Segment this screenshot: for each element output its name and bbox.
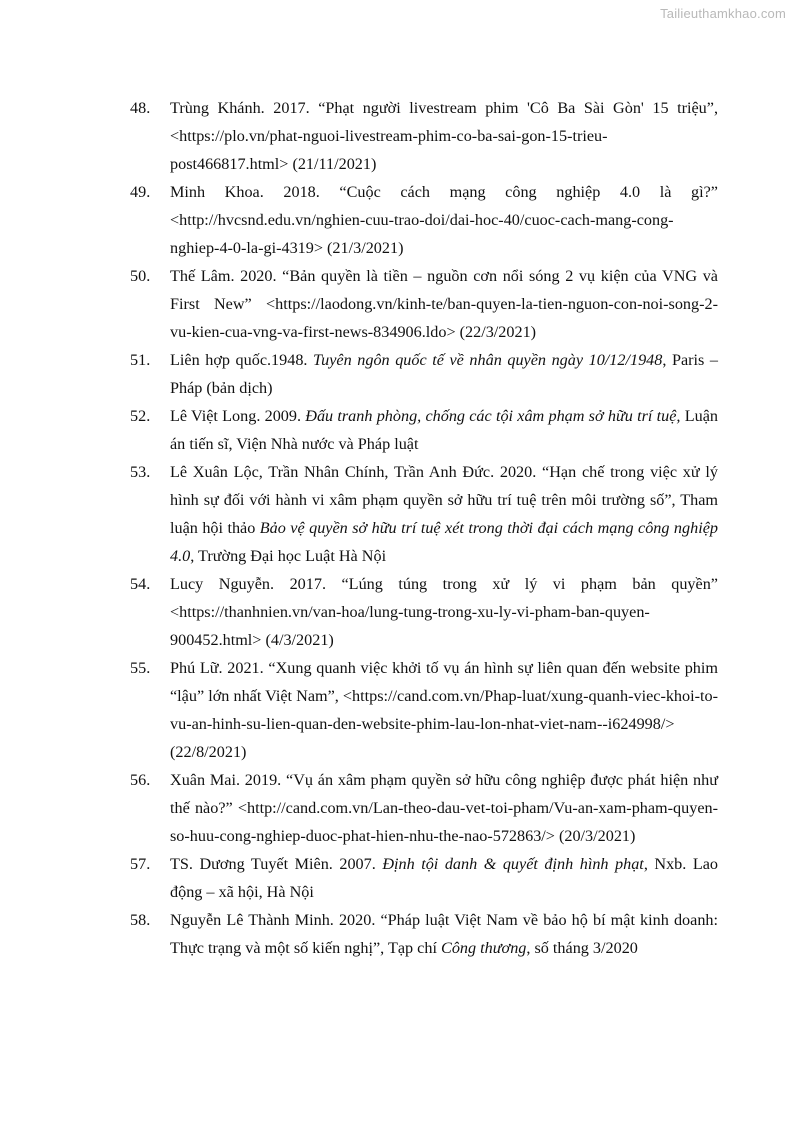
reference-text [170,850,718,906]
reference-text-part: Phú Lữ. 2021. “Xung quanh việc khởi tố vụ án hình sự liên quan đến website phim “lậu” lớn nhất Việt Nam”, <https://cand.com.vn/Phap-luat/xung-quanh-viec-khoi-to-vu-an-hinh-su-lien-quan-den-website-phim-lau-lon-nhat-viet-nam--i624998/> (22/8/2021) [170,659,718,761]
watermark-text: Tailieuthamkhao.com [660,6,786,21]
reference-text-part: Xuân Mai. 2019. “Vụ án xâm phạm quyền sở hữu công nghiệp được phát hiện như thế nào?” <http://cand.com.vn/Lan-theo-dau-vet-toi-pham/Vu-an-xam-pham-quyen-so-huu-cong-nghiep-duoc-phat-hien-nhu-the-nao-572863/> (20/3/2021) [170,771,718,845]
reference-title-italic: Định tội danh & quyết định hình phạt [382,855,644,873]
reference-text [170,570,718,654]
reference-number: 52. [130,407,151,425]
reference-item [130,458,718,570]
reference-text-part: Thế Lâm. 2020. “Bản quyền là tiền – nguồn cơn nổi sóng 2 vụ kiện của VNG và First New” <https://laodong.vn/kinh-te/ban-quyen-la-tien-nguon-con-noi-song-2-vu-kien-cua-vng-va-first-news-834906.ldo> (22/3/2021) [170,267,718,341]
reference-number: 48. [130,99,151,117]
reference-text-part: Lê Việt Long. 2009. [170,407,306,425]
reference-item [130,94,718,178]
reference-title-italic: Tuyên ngôn quốc tế về nhân quyền ngày 10/12/1948 [313,351,663,369]
reference-item [130,570,718,654]
reference-item [130,906,718,962]
reference-text-part: , Nxb. Lao động – xã hội, Hà Nội [170,855,718,901]
reference-title-italic: Đấu tranh phòng, chống các tội xâm phạm sở hữu trí tuệ, [305,407,681,425]
reference-text [170,94,718,178]
reference-item [130,654,718,766]
reference-title-italic: Bảo vệ quyền sở hữu trí tuệ xét trong thời đại cách mạng công nghiệp 4.0 [170,519,718,565]
reference-item [130,262,718,346]
reference-number: 57. [130,855,151,873]
reference-text-part: , số tháng 3/2020 [526,939,638,957]
reference-text [170,178,718,262]
reference-text-part: , Trường Đại học Luật Hà Nội [190,547,387,565]
reference-text [170,654,718,766]
reference-text-part: Minh Khoa. 2018. “Cuộc cách mạng công nghiệp 4.0 là gì?” <http://hvcsnd.edu.vn/nghien-cuu-trao-doi/dai-hoc-40/cuoc-cach-mang-cong-nghiep-4-0-la-gi-4319> (21/3/2021) [170,183,718,257]
reference-text [170,262,718,346]
reference-text-part: Liên hợp quốc.1948. [170,351,314,369]
reference-number: 51. [130,351,151,369]
reference-item [130,178,718,262]
reference-text [170,906,718,962]
reference-text-part: Lucy Nguyễn. 2017. “Lúng túng trong xử lý vi phạm bản quyền” <https://thanhnien.vn/van-hoa/lung-tung-trong-xu-ly-vi-pham-ban-quyen-900452.html> (4/3/2021) [170,575,718,649]
reference-text-part: Lê Xuân Lộc, Trần Nhân Chính, Trần Anh Đức. 2020. “Hạn chế trong việc xử lý hình sự đối với hành vi xâm phạm quyền sở hữu trí tuệ trên môi trường số”, Tham luận hội thảo [170,463,718,537]
reference-text-part: Trùng Khánh. 2017. “Phạt người livestream phim 'Cô Ba Sài Gòn' 15 triệu”, <https://plo.vn/phat-nguoi-livestream-phim-co-ba-sai-gon-15-trieu-post466817.html> (21/11/2021) [170,99,718,173]
reference-number: 53. [130,463,151,481]
reference-number: 55. [130,659,151,677]
reference-text [170,458,718,570]
reference-text [170,766,718,850]
reference-number: 56. [130,771,151,789]
reference-list [130,94,718,962]
reference-text-part: TS. Dương Tuyết Miên. 2007. [170,855,383,873]
reference-item [130,850,718,906]
reference-text [170,402,718,458]
reference-item [130,346,718,402]
reference-item [130,766,718,850]
reference-text [170,346,718,402]
reference-number: 58. [130,911,151,929]
reference-number: 50. [130,267,151,285]
reference-text-part: Nguyễn Lê Thành Minh. 2020. “Pháp luật Việt Nam về bảo hộ bí mật kinh doanh: Thực trạng và một số kiến nghị”, Tạp chí [170,911,718,957]
reference-text-part: , Paris – Pháp (bản dịch) [170,351,719,397]
reference-number: 49. [130,183,151,201]
reference-title-italic: Công thương [441,939,527,957]
reference-item [130,402,718,458]
reference-text-part: Luận án tiến sĩ, Viện Nhà nước và Pháp luật [170,407,718,453]
reference-number: 54. [130,575,151,593]
